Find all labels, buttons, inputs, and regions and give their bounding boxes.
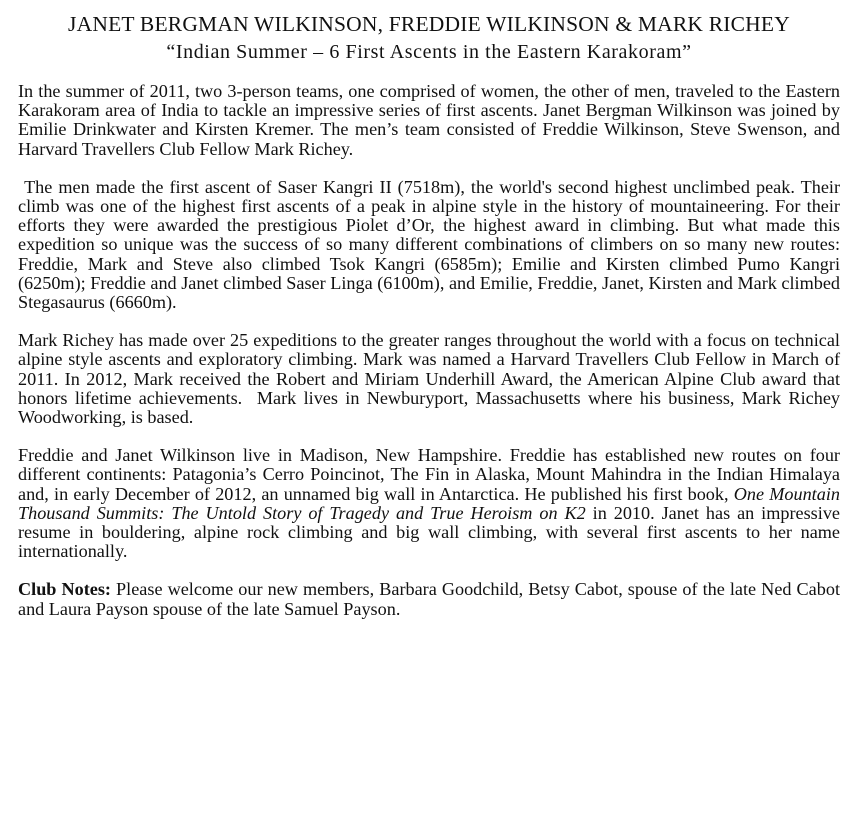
document-subtitle: “Indian Summer – 6 First Ascents in the Eastern Karakoram” <box>166 41 692 63</box>
club-notes-label: Club Notes: <box>18 579 111 600</box>
paragraph-mark-richey: Mark Richey has made over 25 expeditions to the greater ranges throughout the world with a focus on technical alpine style ascents and exploratory climbing. Mark was named a Harvard Travellers Club Fellow in March of 2011. In 2012, Mark received the Robert and Miriam Underhill Award, the American Alpine Club award that honors lifetime achievements. Mark lives in Newburyport, Massachusetts where his business, Mark Richey Woodworking, is based. <box>18 330 845 428</box>
paragraph-club-notes <box>18 580 840 618</box>
book-title: One Mountain Thousand Summits: The Untold Story of Tragedy and True Heroism on K2 <box>18 483 840 523</box>
paragraph-ascents: The men made the first ascent of Saser Kangri II (7518m), the world's second highest unclimbed peak. Their climb was one of the highest first ascents of a peak in alpine style in the history of mountaineering. For their efforts they were awarded the prestigious Piolet d’Or, the highest award in climbing. But what made this expedition so unique was the success of so many different combinations of climbers on so many new routes: Freddie, Mark and Steve also climbed Tsok Kangri (6585m); Emilie and Kirsten climbed Pumo Kangri (6250m); Freddie and Janet climbed Saser Linga (6100m), and Emilie, Freddie, Janet, Kirsten and Mark climbed Stegasaurus (6660m). <box>18 176 845 313</box>
document-title: JANET BERGMAN WILKINSON, FREDDIE WILKINSON & MARK RICHEY <box>68 12 790 36</box>
paragraph-intro: In the summer of 2011, two 3-person teams, one comprised of women, the other of men, traveled to the Eastern Karakoram area of India to tackle an impressive series of first ascents. Janet Bergman Wilkinson was joined by Emilie Drinkwater and Kirsten Kremer. The men’s team consisted of Freddie Wilkinson, Steve Swenson, and Harvard Travellers Club Fellow Mark Richey. <box>18 81 840 159</box>
wilkinsons-text-before: Freddie and Janet Wilkinson live in Madison, New Hampshire. Freddie has established new routes on four different continents: Patagonia’s Cerro Poincinot, The Fin in Alaska, Mount Mahindra in the Indian Himalaya and, in early December of 2012, an unnamed big wall in Antarctica. He published his first book, <box>18 445 840 504</box>
paragraph-wilkinsons <box>18 446 840 561</box>
wilkinsons-text-after: in 2010. Janet has an impressive resume in bouldering, alpine rock climbing and big wall climbing, with several first ascents to her name internationally. <box>18 502 840 562</box>
club-notes-text: Please welcome our new members, Barbara Goodchild, Betsy Cabot, spouse of the late Ned Cabot and Laura Payson spouse of the late Samuel Payson. <box>18 579 840 619</box>
document-page <box>18 10 845 638</box>
